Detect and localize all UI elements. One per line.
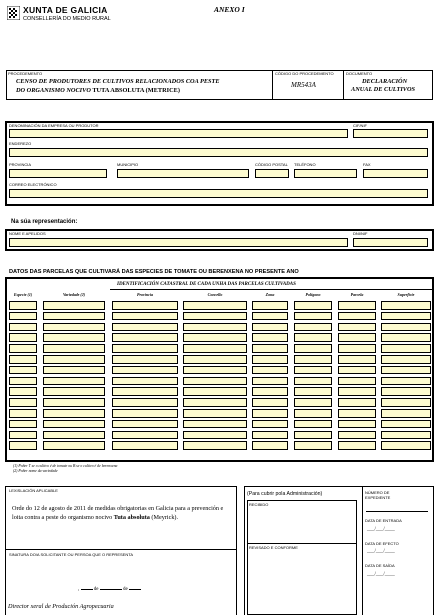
procedure-divider-1 — [272, 70, 273, 100]
signer-title: Director xeral de Produción Agropecuaria — [8, 603, 114, 610]
parcel-cell-r6-c1[interactable] — [43, 366, 105, 375]
parcel-cell-r5-c4[interactable] — [252, 355, 288, 364]
parcel-cell-r2-c1[interactable] — [43, 323, 105, 332]
parcel-cell-r6-c7[interactable] — [381, 366, 431, 375]
doc-line2: ANUAL DE CULTIVOS — [351, 86, 416, 93]
legislation-text-part2: (Meyrick). — [151, 513, 179, 521]
procedure-title-italic: DO ORGANISMO NOCIVO — [16, 87, 91, 94]
cadastral-heading: IDENTIFICACIÓN CATASTRAL DE CADA UNHA DAS PARCELAS CULTIVADAS — [117, 282, 296, 287]
procedure-divider-2 — [343, 70, 344, 100]
parcel-header-5: Polígono — [305, 292, 321, 297]
parcel-cell-r7-c2[interactable] — [112, 377, 178, 386]
phone-field[interactable] — [294, 169, 357, 178]
rep-name-field[interactable] — [9, 238, 348, 247]
email-label: CORREO ELECTRÓNICO — [9, 182, 57, 187]
admin-heading: (Para cubrir pola Administración) — [247, 491, 323, 497]
reviewed-box — [247, 543, 357, 615]
effect-date-value[interactable]: ___/___/____ — [367, 549, 395, 554]
parcel-cell-r4-c0[interactable] — [9, 344, 37, 353]
province-field[interactable] — [9, 169, 107, 178]
parcel-cell-r13-c7[interactable] — [381, 441, 431, 450]
parcel-header-3: Concello — [207, 292, 223, 297]
parcel-header-0: Especie (1) — [13, 292, 33, 297]
parcel-cell-r0-c3[interactable] — [183, 301, 247, 310]
parcel-cell-r0-c7[interactable] — [381, 301, 431, 310]
parcel-cell-r5-c6[interactable] — [338, 355, 376, 364]
parcel-cell-r4-c4[interactable] — [252, 344, 288, 353]
fax-field[interactable] — [363, 169, 428, 178]
parcel-cell-r4-c1[interactable] — [43, 344, 105, 353]
parcel-cell-r8-c0[interactable] — [9, 387, 37, 396]
parcel-cell-r9-c3[interactable] — [183, 398, 247, 407]
parcel-cell-r12-c3[interactable] — [183, 431, 247, 440]
parcel-cell-r1-c6[interactable] — [338, 312, 376, 321]
representation-heading: Na súa representación: — [11, 219, 78, 225]
parcel-cell-r8-c5[interactable] — [294, 387, 332, 396]
parcel-cell-r0-c4[interactable] — [252, 301, 288, 310]
parcel-cell-r6-c4[interactable] — [252, 366, 288, 375]
parcel-cell-r11-c7[interactable] — [381, 420, 431, 429]
parcel-cell-r9-c2[interactable] — [112, 398, 178, 407]
cif-label: CIF/NIF — [353, 123, 367, 128]
parcel-cell-r7-c4[interactable] — [252, 377, 288, 386]
municipality-field[interactable] — [117, 169, 249, 178]
parcel-cell-r0-c2[interactable] — [112, 301, 178, 310]
parcel-cell-r1-c3[interactable] — [183, 312, 247, 321]
parcel-cell-r7-c5[interactable] — [294, 377, 332, 386]
parcel-cell-r4-c5[interactable] — [294, 344, 332, 353]
parcel-cell-r12-c2[interactable] — [112, 431, 178, 440]
parcel-header-6: Parcela — [350, 292, 364, 297]
parcel-cell-r12-c1[interactable] — [43, 431, 105, 440]
legislation-text-bold: Tuta absoluta — [113, 513, 150, 521]
parcel-cell-r8-c1[interactable] — [43, 387, 105, 396]
entry-date-label: DATA DE ENTRADA — [365, 518, 402, 523]
parcel-cell-r11-c1[interactable] — [43, 420, 105, 429]
procedure-label: PROCEDEMENTO — [8, 71, 43, 76]
doc-label: DOCUMENTO — [346, 71, 373, 76]
parcel-cell-r3-c5[interactable] — [294, 333, 332, 342]
procedure-title-line1: CENSO DE PRODUTORES DE CULTIVOS RELACIONADOS COA PESTE — [16, 78, 220, 85]
company-name-field[interactable] — [9, 129, 348, 138]
parcel-cell-r9-c7[interactable] — [381, 398, 431, 407]
parcel-cell-r7-c0[interactable] — [9, 377, 37, 386]
parcel-cell-r3-c6[interactable] — [338, 333, 376, 342]
parcel-header-7: Superficie — [397, 292, 415, 297]
address-field[interactable] — [9, 148, 428, 157]
address-label: ENDEREZO — [9, 141, 32, 146]
parcel-cell-r6-c5[interactable] — [294, 366, 332, 375]
legislation-text-part1: Orde do 12 de agosto de 2011 de medidas obrigatorias en Galicia para a prevención e loita contra a peste do organismo nocivo — [12, 505, 224, 521]
parcel-cell-r8-c6[interactable] — [338, 387, 376, 396]
postal-code-field[interactable] — [255, 169, 289, 178]
parcel-cell-r11-c3[interactable] — [183, 420, 247, 429]
parcel-cell-r2-c7[interactable] — [381, 323, 431, 332]
parcel-cell-r0-c6[interactable] — [338, 301, 376, 310]
parcel-cell-r6-c3[interactable] — [183, 366, 247, 375]
parcel-cell-r8-c2[interactable] — [112, 387, 178, 396]
parcel-cell-r13-c3[interactable] — [183, 441, 247, 450]
parcel-cell-r8-c7[interactable] — [381, 387, 431, 396]
parcel-cell-r12-c6[interactable] — [338, 431, 376, 440]
doc-line1: DECLARACIÓN — [362, 78, 408, 85]
signature-date-de2: de — [122, 587, 128, 592]
parcel-cell-r13-c1[interactable] — [43, 441, 105, 450]
code-label: CÓDIGO DO PROCEDEMENTO — [275, 71, 334, 76]
parcel-cell-r0-c0[interactable] — [9, 301, 37, 310]
xunta-logo — [7, 6, 20, 20]
company-name-label: DENOMINACIÓN DA EMPRESA OU PRODUTOR — [9, 123, 99, 128]
procedure-title-line2 — [16, 87, 180, 94]
parcel-cell-r3-c7[interactable] — [381, 333, 431, 342]
parcel-cell-r2-c2[interactable] — [112, 323, 178, 332]
parcel-cell-r1-c0[interactable] — [9, 312, 37, 321]
parcel-cell-r6-c6[interactable] — [338, 366, 376, 375]
exit-date-label: DATA DE SAÍDA — [365, 563, 395, 568]
received-label: RECIBIDO — [249, 502, 269, 507]
parcel-cell-r10-c0[interactable] — [9, 409, 37, 418]
parcel-cell-r5-c3[interactable] — [183, 355, 247, 364]
parcel-cell-r2-c5[interactable] — [294, 323, 332, 332]
municipality-label: MUNICIPIO — [117, 162, 139, 167]
legislation-text — [12, 505, 230, 523]
parcel-cell-r2-c0[interactable] — [9, 323, 37, 332]
parcel-cell-r5-c7[interactable] — [381, 355, 431, 364]
parcel-cell-r13-c5[interactable] — [294, 441, 332, 450]
reviewed-label: REVISADO E CONFORME — [249, 545, 298, 550]
parcel-header-4: Zona — [265, 292, 275, 297]
parcel-cell-r13-c2[interactable] — [112, 441, 178, 450]
parcel-cell-r13-c6[interactable] — [338, 441, 376, 450]
cadastral-heading-line — [110, 289, 432, 290]
parcel-cell-r12-c0[interactable] — [9, 431, 37, 440]
province-label: PROVINCIA — [9, 162, 32, 167]
parcel-cell-r12-c5[interactable] — [294, 431, 332, 440]
rep-dni-field[interactable] — [353, 238, 428, 247]
signature-date-de1: de — [93, 587, 99, 592]
parcel-cell-r4-c3[interactable] — [183, 344, 247, 353]
parcel-cell-r11-c6[interactable] — [338, 420, 376, 429]
dept-name: CONSELLERÍA DO MEDIO RURAL — [23, 16, 111, 22]
signature-divider — [5, 549, 237, 550]
parcel-cell-r1-c4[interactable] — [252, 312, 288, 321]
code-value: MR543A — [291, 81, 316, 89]
parcel-cell-r2-c4[interactable] — [252, 323, 288, 332]
parcel-cell-r3-c1[interactable] — [43, 333, 105, 342]
parcel-cell-r1-c5[interactable] — [294, 312, 332, 321]
parcel-cell-r11-c0[interactable] — [9, 420, 37, 429]
parcel-cell-r10-c6[interactable] — [338, 409, 376, 418]
parcel-cell-r10-c4[interactable] — [252, 409, 288, 418]
rep-dni-label: DNI/NIF — [353, 231, 368, 236]
parcel-cell-r6-c0[interactable] — [9, 366, 37, 375]
effect-date-label: DATA DE EFECTO — [365, 541, 399, 546]
parcel-cell-r3-c4[interactable] — [252, 333, 288, 342]
parcel-cell-r4-c6[interactable] — [338, 344, 376, 353]
parcel-cell-r4-c7[interactable] — [381, 344, 431, 353]
postal-code-label: CÓDIGO POSTAL — [255, 162, 288, 167]
footnote-2: (2) Poñer nome da variedade — [13, 469, 58, 473]
parcel-cell-r13-c4[interactable] — [252, 441, 288, 450]
parcel-cell-r6-c2[interactable] — [112, 366, 178, 375]
parcel-cell-r5-c2[interactable] — [112, 355, 178, 364]
annex-title: ANEXO I — [214, 5, 245, 14]
parcel-cell-r9-c0[interactable] — [9, 398, 37, 407]
parcel-header-1: Variedade (2) — [62, 292, 86, 297]
parcel-cell-r1-c7[interactable] — [381, 312, 431, 321]
parcel-cell-r12-c7[interactable] — [381, 431, 431, 440]
parcel-cell-r0-c5[interactable] — [294, 301, 332, 310]
parcel-cell-r5-c1[interactable] — [43, 355, 105, 364]
footnote-1: (1) Poñer T se o cultivo é de tomate ou B se o cultivo é de berenxena — [13, 464, 118, 468]
parcel-cell-r5-c5[interactable] — [294, 355, 332, 364]
parcel-cell-r4-c2[interactable] — [112, 344, 178, 353]
parcel-header-2: Provincia — [137, 292, 153, 297]
signature-label: SINATURA DO/A SOLICITANTE OU PERSOA QUE O REPRESENTA — [9, 552, 134, 557]
parcel-cell-r8-c3[interactable] — [183, 387, 247, 396]
parcel-cell-r8-c4[interactable] — [252, 387, 288, 396]
file-number-line — [366, 511, 428, 512]
parcel-cell-r3-c3[interactable] — [183, 333, 247, 342]
parcel-cell-r11-c4[interactable] — [252, 420, 288, 429]
parcel-cell-r2-c3[interactable] — [183, 323, 247, 332]
entry-date-value[interactable]: ___/___/____ — [367, 527, 395, 532]
parcel-cell-r9-c1[interactable] — [43, 398, 105, 407]
parcel-cell-r9-c5[interactable] — [294, 398, 332, 407]
legislation-label: LEXISLACIÓN APLICABLE — [9, 488, 58, 493]
parcel-cell-r3-c0[interactable] — [9, 333, 37, 342]
phone-label: TELÉFONO — [294, 162, 316, 167]
parcel-cell-r1-c1[interactable] — [43, 312, 105, 321]
parcel-cell-r10-c2[interactable] — [112, 409, 178, 418]
parcel-cell-r3-c2[interactable] — [112, 333, 178, 342]
parcel-cell-r7-c6[interactable] — [338, 377, 376, 386]
parcel-cell-r5-c0[interactable] — [9, 355, 37, 364]
parcel-cell-r2-c6[interactable] — [338, 323, 376, 332]
parcel-cell-r7-c1[interactable] — [43, 377, 105, 386]
parcel-cell-r10-c7[interactable] — [381, 409, 431, 418]
parcel-cell-r10-c5[interactable] — [294, 409, 332, 418]
parcel-cell-r9-c6[interactable] — [338, 398, 376, 407]
parcel-cell-r12-c4[interactable] — [252, 431, 288, 440]
procedure-title-plain: TUTA ABSOLUTA (METRICE) — [92, 87, 180, 94]
file-number-label: NÚMERO DE EXPEDIENTE — [365, 490, 391, 500]
org-name: XUNTA DE GALICIA — [23, 5, 108, 15]
parcel-cell-r1-c2[interactable] — [112, 312, 178, 321]
rep-name-label: NOME E APELIDOS — [9, 231, 46, 236]
cif-field[interactable] — [353, 129, 428, 138]
exit-date-value[interactable]: ___/___/____ — [367, 572, 395, 577]
parcel-cell-r13-c0[interactable] — [9, 441, 37, 450]
parcel-cell-r7-c7[interactable] — [381, 377, 431, 386]
parcel-cell-r0-c1[interactable] — [43, 301, 105, 310]
parcel-cell-r10-c1[interactable] — [43, 409, 105, 418]
signature-date: , de de — [78, 587, 141, 592]
parcel-cell-r11-c2[interactable] — [112, 420, 178, 429]
fax-label: FAX — [363, 162, 371, 167]
email-field[interactable] — [9, 189, 428, 198]
parcels-heading: DATOS DAS PARCELAS QUE CULTIVARÁ DAS ESPECIES DE TOMATE OU BERENXENA NO PRESENTE ANO — [9, 269, 299, 275]
parcel-cell-r10-c3[interactable] — [183, 409, 247, 418]
parcel-cell-r9-c4[interactable] — [252, 398, 288, 407]
parcel-cell-r7-c3[interactable] — [183, 377, 247, 386]
parcel-cell-r11-c5[interactable] — [294, 420, 332, 429]
